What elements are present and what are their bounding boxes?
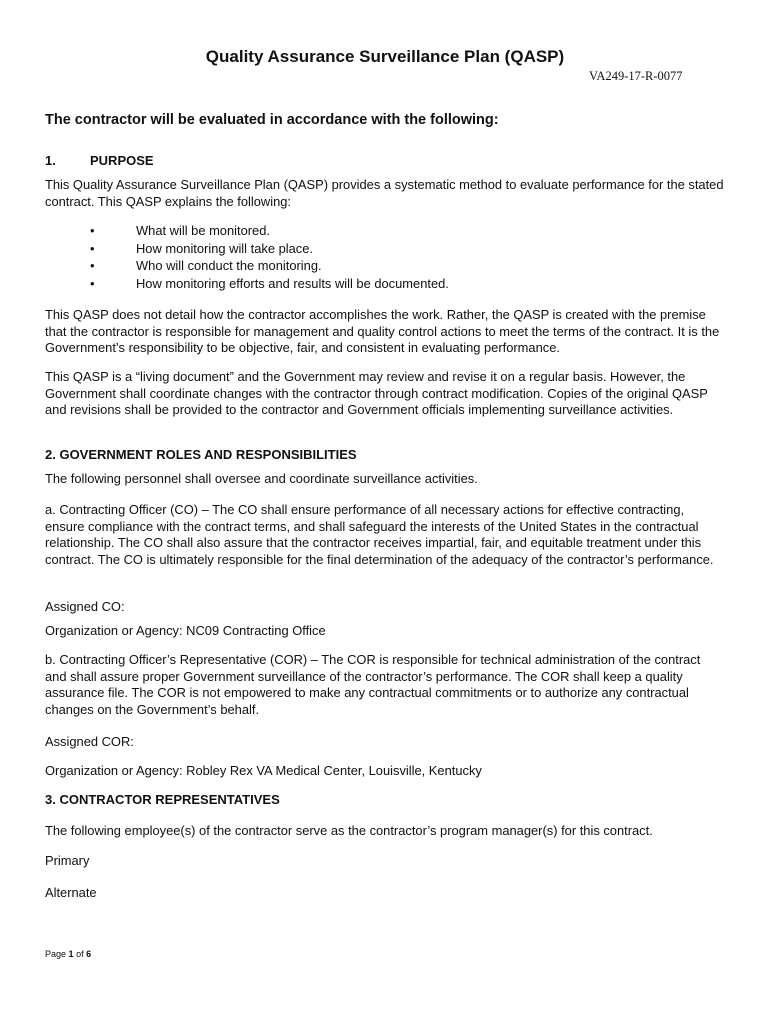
cor-organization: Organization or Agency: Robley Rex VA Medical Center, Louisville, Kentucky [45, 763, 482, 778]
assigned-co-label: Assigned CO: [45, 599, 125, 614]
section-3-heading: 3. CONTRACTOR REPRESENTATIVES [45, 792, 280, 807]
list-item [88, 257, 449, 275]
section-1-title: PURPOSE [90, 153, 154, 168]
bullet-icon: • [90, 223, 95, 238]
list-item-text: What will be monitored. [136, 223, 270, 238]
list-item-text: How monitoring will take place. [136, 240, 313, 256]
intro-heading: The contractor will be evaluated in accordance with the following: [45, 112, 499, 128]
page-number [45, 949, 91, 959]
list-item [88, 275, 449, 293]
qasp-scope-paragraph: This QASP does not detail how the contractor accomplishes the work. Rather, the QASP is created with the premise that the contractor is responsible for management and quality control actions to meet the terms of the contract. It is the Government’s responsibility to be objective, fair, and consistent in evaluating performance. [45, 307, 720, 355]
page-current: 1 [68, 949, 74, 959]
cor-paragraph: b. Contracting Officer’s Representative (COR) – The COR is responsible for technical administration of the contract and shall assure proper Government surveillance of the contractor’s performance. The COR shall keep a quality assurance file. The COR is not empowered to make any contractual commitments or to authorize any contractual changes on the Government’s behalf. [45, 652, 701, 717]
co-organization: Organization or Agency: NC09 Contracting Office [45, 623, 326, 638]
bullet-icon: • [90, 275, 95, 291]
document-title: Quality Assurance Surveillance Plan (QASP) [205, 47, 565, 66]
living-document-paragraph: This QASP is a “living document” and the Government may review and revise it on a regular basis. However, the Government shall coordinate changes with the contractor through contract modification. Copies of the original QASP and revisions shall be provided to the contractor and Government officials implementing surveillance activities. [45, 369, 708, 417]
purpose-bullet-list [88, 222, 449, 292]
section-1-heading [45, 153, 154, 168]
page-of: of [76, 949, 84, 959]
list-item [88, 222, 449, 240]
contracting-officer-paragraph: a. Contracting Officer (CO) – The CO shall ensure performance of all necessary actions for effective contracting, ensure compliance with the contract terms, and shall safeguard the interests of the United States in the contractual relationship. The CO shall also assure that the contractor receives impartial, fair, and equitable treatment under this contract. The CO is ultimately responsible for the final determination of the adequacy of the contractor’s performance. [45, 502, 714, 567]
list-item-text: How monitoring efforts and results will be documented. [136, 275, 449, 291]
bullet-icon: • [90, 240, 95, 256]
list-item [88, 240, 449, 258]
section-3-intro: The following employee(s) of the contractor serve as the contractor’s program manager(s) for this contract. [45, 823, 653, 838]
section-1-number: 1. [45, 153, 56, 168]
section-2-intro: The following personnel shall oversee and coordinate surveillance activities. [45, 471, 478, 486]
primary-label: Primary [45, 853, 90, 868]
section-2-heading: 2. GOVERNMENT ROLES AND RESPONSIBILITIES [45, 447, 357, 462]
list-item-text: Who will conduct the monitoring. [136, 258, 322, 273]
alternate-label: Alternate [45, 885, 97, 900]
assigned-cor-label: Assigned COR: [45, 734, 134, 749]
page-total: 6 [86, 949, 92, 959]
bullet-icon: • [90, 258, 95, 273]
solicitation-number: VA249-17-R-0077 [589, 69, 683, 83]
page-label: Page [45, 949, 67, 959]
purpose-paragraph: This Quality Assurance Surveillance Plan (QASP) provides a systematic method to evaluate performance for the stated contract. This QASP explains the following: [45, 177, 724, 209]
